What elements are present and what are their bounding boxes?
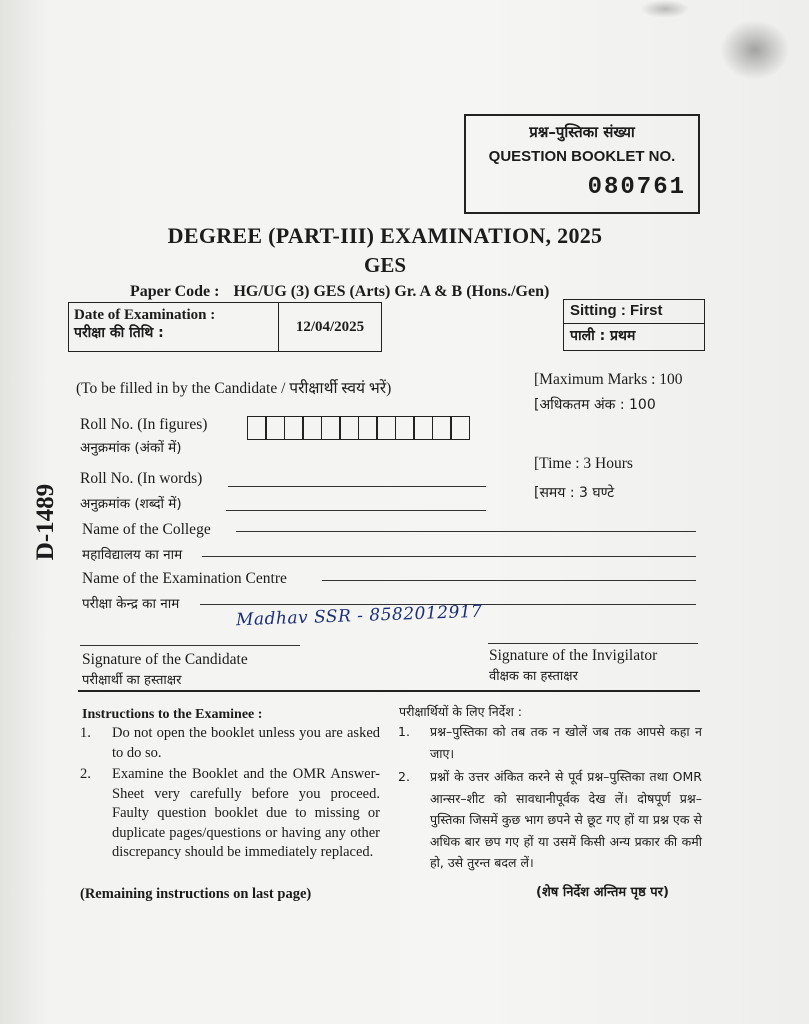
instruction-item [80, 765, 380, 863]
instructions-list-hindi [398, 721, 702, 876]
centre-label: Name of the Examination Centre [82, 570, 287, 587]
roll-number-box[interactable] [247, 416, 267, 440]
roll-number-box[interactable] [339, 416, 359, 440]
college-line[interactable] [236, 531, 696, 532]
remaining-instructions-note-hindi: (शेष निर्देश अन्तिम पृष्ठ पर) [536, 885, 669, 900]
instruction-number-hindi: 1. [398, 724, 410, 739]
booklet-label: QUESTION BOOKLET NO. [488, 148, 676, 165]
roll-words-line-hindi[interactable] [226, 510, 486, 511]
sitting-box [563, 299, 705, 351]
roll-words-label-hindi: अनुक्रमांक (शब्दों में) [80, 496, 182, 512]
exam-time: [Time : 3 Hours [534, 455, 633, 472]
instructions-heading-hindi: परीक्षार्थियों के लिए निर्देश : [399, 704, 523, 719]
centre-label-hindi: परीक्षा केन्द्र का नाम [82, 596, 180, 612]
side-code-text: D-1489 [32, 483, 59, 561]
centre-line[interactable] [322, 580, 696, 581]
paper-code-value: HG/UG (3) GES (Arts) Gr. A & B (Hons./Gen) [233, 283, 550, 300]
college-line-hindi[interactable] [202, 556, 696, 557]
roll-number-box[interactable] [376, 416, 396, 440]
instruction-number: 2. [80, 766, 91, 782]
invigilator-signature-label: Signature of the Invigilator [489, 647, 658, 664]
college-label: Name of the College [82, 521, 211, 538]
exam-date-label [69, 303, 279, 351]
roll-words-line[interactable] [228, 486, 486, 487]
candidate-signature-label: Signature of the Candidate [82, 651, 248, 668]
instruction-number: 1. [80, 725, 91, 741]
remaining-instructions-note: (Remaining instructions on last page) [80, 886, 312, 902]
instructions-heading: Instructions to the Examinee : [82, 707, 263, 722]
section-divider [78, 690, 700, 692]
instruction-item-hindi [398, 721, 702, 764]
side-code [26, 462, 66, 582]
booklet-number: 080761 [587, 174, 686, 201]
instruction-number-hindi: 2. [398, 769, 410, 784]
roll-figures-label: Roll No. (In figures) [80, 416, 208, 433]
ink-smudge [720, 20, 790, 80]
ink-smudge [640, 0, 690, 18]
exam-date-label-hi: परीक्षा की तिथि : [74, 325, 164, 341]
exam-title: DEGREE (PART-III) EXAMINATION, 2025 [167, 223, 603, 248]
max-marks: [Maximum Marks : 100 [534, 371, 683, 388]
instruction-text-hindi: प्रश्नों के उत्तर अंकित करने से पूर्व प्रश्न–पुस्तिका तथा OMR आन्सर–शीट को सावधानीपूर्वक देख लें। दोषपूर्ण प्रश्न–पुस्तिका जिसमें कुछ भाग छपने से छूट गए हों या प्रश्न एक से अधिक बार छप गए हों या उसमें किसी अन्य प्रकार की कमी हो, उसे तुरन्त बदल लें। [430, 769, 702, 870]
exam-subject: GES [363, 253, 407, 277]
handwritten-entry: Madhav SSR - 8582012917 [235, 601, 483, 631]
roll-figures-label-hindi: अनुक्रमांक (अंकों में) [80, 440, 182, 456]
candidate-signature-label-hindi: परीक्षार्थी का हस्ताक्षर [82, 673, 182, 688]
sitting-label-hi: पाली : प्रथम [570, 328, 636, 344]
exam-time-hindi: [समय : 3 घण्टे [534, 485, 615, 501]
invigilator-signature-label-hindi: वीक्षक का हस्ताक्षर [489, 669, 578, 684]
instruction-text: Examine the Booklet and the OMR Answer-Sheet very carefully before you proceed. Faulty question booklet due to missing or duplicate pages/questions or having any other discrepancy should be immediately replaced. [112, 766, 380, 860]
paper-code-label: Paper Code : [130, 283, 220, 300]
instruction-item [80, 724, 380, 763]
college-label-hindi: महाविद्यालय का नाम [82, 547, 183, 563]
exam-date-label-en: Date of Examination : [74, 307, 216, 323]
instruction-item-hindi [398, 766, 702, 874]
roll-number-boxes[interactable] [248, 416, 470, 440]
roll-number-box[interactable] [302, 416, 322, 440]
roll-number-box[interactable] [432, 416, 452, 440]
roll-words-label: Roll No. (In words) [80, 470, 203, 487]
sitting-label-en: Sitting : First [564, 300, 704, 324]
roll-number-box[interactable] [358, 416, 378, 440]
booklet-label-hindi: प्रश्न–पुस्तिका संख्या [529, 123, 635, 141]
exam-date-value: 12/04/2025 [295, 318, 365, 335]
max-marks-hindi: [अधिकतम अंक : 100 [534, 397, 656, 413]
candidate-signature-line[interactable] [80, 645, 300, 646]
roll-number-box[interactable] [284, 416, 304, 440]
invigilator-signature-line[interactable] [488, 643, 698, 644]
roll-number-box[interactable] [450, 416, 470, 440]
instruction-text-hindi: प्रश्न–पुस्तिका को तब तक न खोलें जब तक आपसे कहा न जाए। [430, 724, 702, 761]
instructions-list [80, 724, 380, 865]
exam-date-box [68, 302, 382, 352]
roll-number-box[interactable] [395, 416, 415, 440]
booklet-number-box [464, 114, 700, 214]
paper-code [130, 283, 549, 301]
candidate-fill-note: (To be filled in by the Candidate / परीक्षार्थी स्वयं भरें) [76, 380, 392, 397]
roll-number-box[interactable] [413, 416, 433, 440]
roll-number-box[interactable] [265, 416, 285, 440]
roll-number-box[interactable] [321, 416, 341, 440]
instruction-text: Do not open the booklet unless you are asked to do so. [112, 725, 380, 761]
